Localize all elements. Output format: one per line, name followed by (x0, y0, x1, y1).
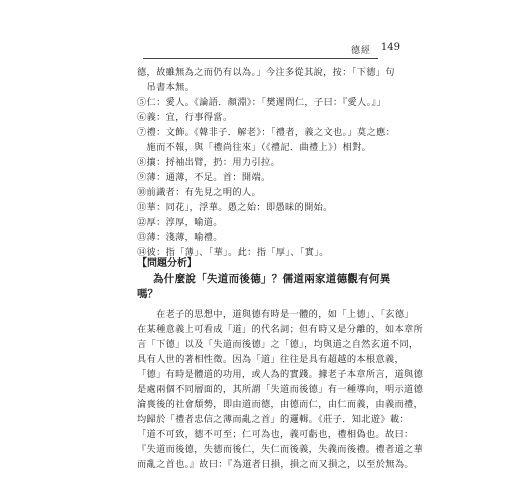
body-line: 具有人世的著相性徵。因為「道」往往是具有超越的本根意義， (137, 354, 405, 365)
body-line: 言「下德」以及「失道而後德」之「德」，均與道之自然玄道不同， (137, 339, 419, 350)
note-line: ⑥義：宜，行事得當。 (137, 112, 233, 123)
running-head-chapter: 德經 (350, 46, 371, 56)
body-line: 在某種意義上可看成「道」的代名詞；但有時又是分離的，如本章所 (137, 324, 424, 335)
body-line: 『失道而後德，失德而後仁，失仁而後義，失義而後禮。禮者道之華 (137, 444, 424, 455)
note-line: ⑦禮：文飾。《韓非子．解老》：「禮者，義之文也。」莫之應： (137, 127, 396, 138)
page-number: 149 (380, 42, 400, 53)
note-line: ⑫厚：淳厚，喻道。 (137, 217, 223, 228)
note-line: ⑧攘：捋袖出臂，扔：用力引拉。 (137, 157, 281, 168)
question-title-cont: 嗎？ (137, 288, 158, 300)
note-line: ⑤仁：愛人。《論語．顏淵》：「樊遲問仁，子曰：『愛人。』」 (137, 97, 386, 108)
page-header (0, 43, 520, 57)
note-line: ⑩前識者：有先見之明的人。 (137, 187, 261, 198)
body-line: 「德」有時是體道的功用，或人為的實踐。據老子本章所言，道與德 (137, 369, 424, 380)
body-line: 均歸於「禮者忠信之薄而亂之首」的邏輯。《莊子．知北遊》載： (137, 414, 409, 425)
note-line: ⑪華：同花」，浮華。愚之始：即愚昧的開始。 (137, 202, 333, 213)
note-line: ⑨薄：通薄，不足。首：開端。 (137, 172, 271, 183)
note-line: 德，故雖無為之而仍有以為。」今注多從其說，按：「下德」句 (137, 67, 395, 78)
body-line: 「道不可致，德不可至；仁可為也，義可虧也，禮相偽也。故曰： (137, 429, 414, 440)
note-line: ⑭彼：指「薄」、「華」。此：指「厚」、「實」。 (137, 247, 329, 258)
section-heading: 【問題分析】 (137, 258, 197, 269)
header-rule (143, 58, 378, 59)
body-line: 而亂之首也。』故曰：『為道者日損，損之而又損之，以至於無為。 (137, 459, 414, 470)
note-line: 吊書本無。 (137, 82, 195, 93)
question-title: 為什麼說「失道而後德」？儒道兩家道德觀有何異 (153, 273, 391, 285)
body-line: 是處兩個不同層面的，其所謂「失道而後德」有一種導向，明示道德 (137, 384, 424, 395)
body-line: 淪喪後的社會頹勢，即由道而德，由德而仁，由仁而義，由義而禮， (137, 399, 424, 410)
note-line: 施而不報，與「禮尚往來」（《禮記．曲禮上》）相對。 (137, 142, 372, 153)
body-line: 在老子的思想中，道與德有時是一體的，如「上德」、「玄德」 (137, 309, 414, 320)
note-line: ⑬薄：淺薄，喻禮。 (137, 232, 223, 243)
